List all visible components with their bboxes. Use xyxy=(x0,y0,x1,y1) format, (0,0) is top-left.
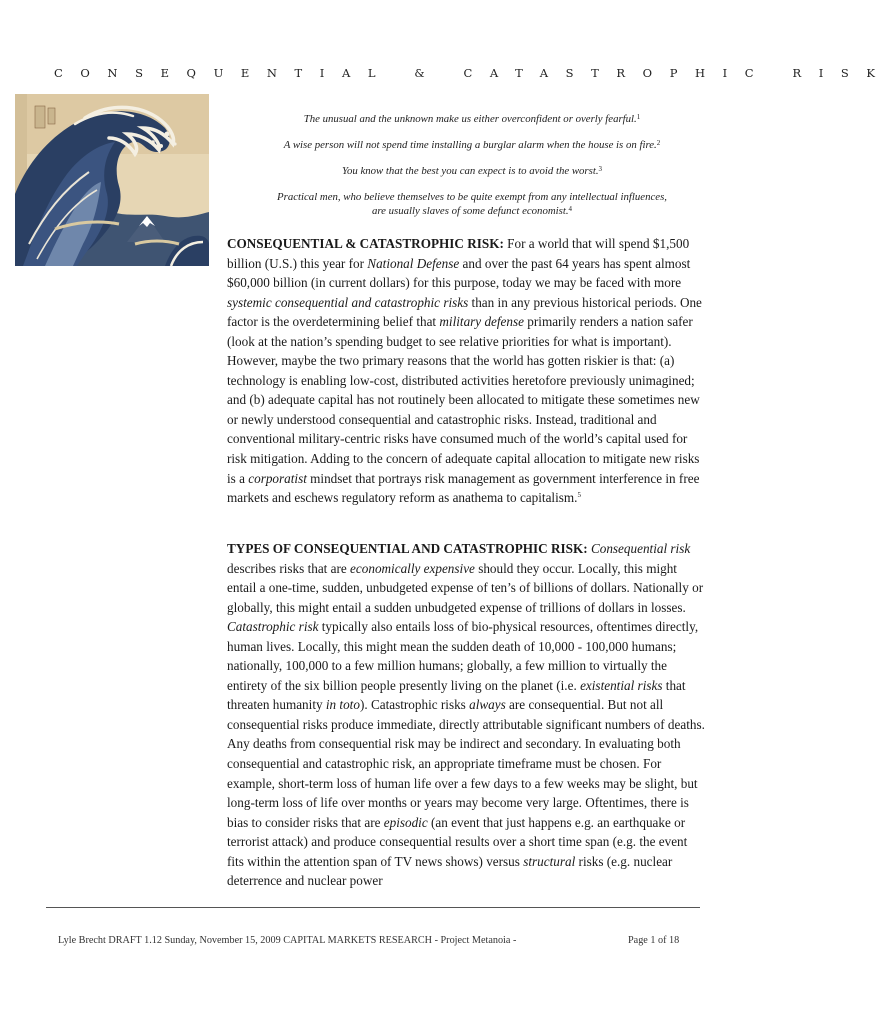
footnote-marker: 5 xyxy=(577,491,581,500)
paragraph-risk-overview: CONSEQUENTIAL & CATASTROPHIC RISK: For a world that will spend $1,500 billion (U.S.) this year for National Defense and over the past 64 years has spent almost $60,000 billion (in current dollars) for this purpose, today we may be faced with more systemic consequential and catastrophic risks than in any previous historical periods. One factor is the overdetermining belief that military defense primarily renders a nation safer (look at the nation’s spending budget to see relative priorities for what is important). However, maybe the two primary reasons that the world has gotten riskier is that: (a) technology is enabling low-cost, distributed activities heretofore previously unimagined; and (b) adequate capital has not routinely been allocated to mitigate these sometimes new or newly understood consequential and catastrophic risks. Instead, traditional and conventional military-centric risks have consumed much of the world’s capital used for risk mitigation. Adding to the concern of adequate capital allocation to mitigate new risks is a corporatist mindset that portrays risk management as government interference in free markets and eschews regulatory reform as anathema to capitalism.$^5$ xyxy=(227,236,702,506)
page-footer xyxy=(58,935,708,946)
section-lead-heading: TYPES OF CONSEQUENTIAL AND CATASTROPHIC RISK: xyxy=(227,541,588,556)
footer-info: Lyle Brecht DRAFT 1.12 Sunday, November 15, 2009 CAPITAL MARKETS RESEARCH - Project Metanoia - xyxy=(58,935,517,946)
epigraph-1: The unusual and the unknown make us either overconfident or overly fearful.$^1$ xyxy=(303,113,641,125)
footnote-marker: 3 xyxy=(598,165,603,173)
paragraph-risk-types: TYPES OF CONSEQUENTIAL AND CATASTROPHIC RISK: Consequential risk describes risks that are economically expensive should they occur. Locally, this might entail a one-time, sudden, unbudgeted expense of ten’s of billions of dollars. Nationally or globally, this might entail a sudden unbudgeted expense of trillions of dollars in losses. Catastrophic risk typically also entails loss of bio-physical resources, oftentimes directly, human lives. Locally, this might mean the sudden death of 10,000 - 100,000 humans; nationally, 100,000 to a few million humans; globally, a few million to virtually the entirety of the six billion people presently living on the planet (i.e. existential risks that threaten humanity in toto). Catastrophic risks always are consequential. But not all consequential risks produce immediate, directly attributable significant numbers of deaths. Any deaths from consequential risk may be indirect and secondary. In evaluating both consequential and catastrophic risk, an appropriate timeframe must be chosen. For example, short-term loss of human life over a few days to a few weeks may be slight, but long-term loss of life over months or years may become very large. Oftentimes, there is bias to consider risks that are episodic (an event that just happens e.g. an earthquake or terrorist attack) and produce consequential results over a short time span (e.g. the event fits within the attention span of TV news shows) versus structural risks (e.g. nuclear deterrence and nuclear power xyxy=(227,541,705,889)
epigraph-2: A wise person will not spend time installing a burglar alarm when the house is on fire.$^2$ xyxy=(283,139,661,151)
page-number: Page 1 of 18 xyxy=(628,935,680,946)
footnote-marker: 1 xyxy=(636,113,641,121)
epigraph-3: You know that the best you can expect is to avoid the worst.$^3$ xyxy=(341,165,603,177)
great-wave-image xyxy=(15,94,209,266)
footnote-marker: 2 xyxy=(656,139,661,147)
epigraphs xyxy=(222,112,722,218)
section-lead-heading: CONSEQUENTIAL & CATASTROPHIC RISK: xyxy=(227,236,504,251)
footer-divider xyxy=(46,907,700,908)
footnote-marker: 4 xyxy=(568,205,573,213)
running-header: CONSEQUENTIAL & CATASTROPHIC RISK xyxy=(54,66,893,80)
epigraph-4: Practical men, who believe themselves to be quite exempt from any intellectual influences, are usually slaves of some defunct economist.$^4$ xyxy=(277,191,667,217)
